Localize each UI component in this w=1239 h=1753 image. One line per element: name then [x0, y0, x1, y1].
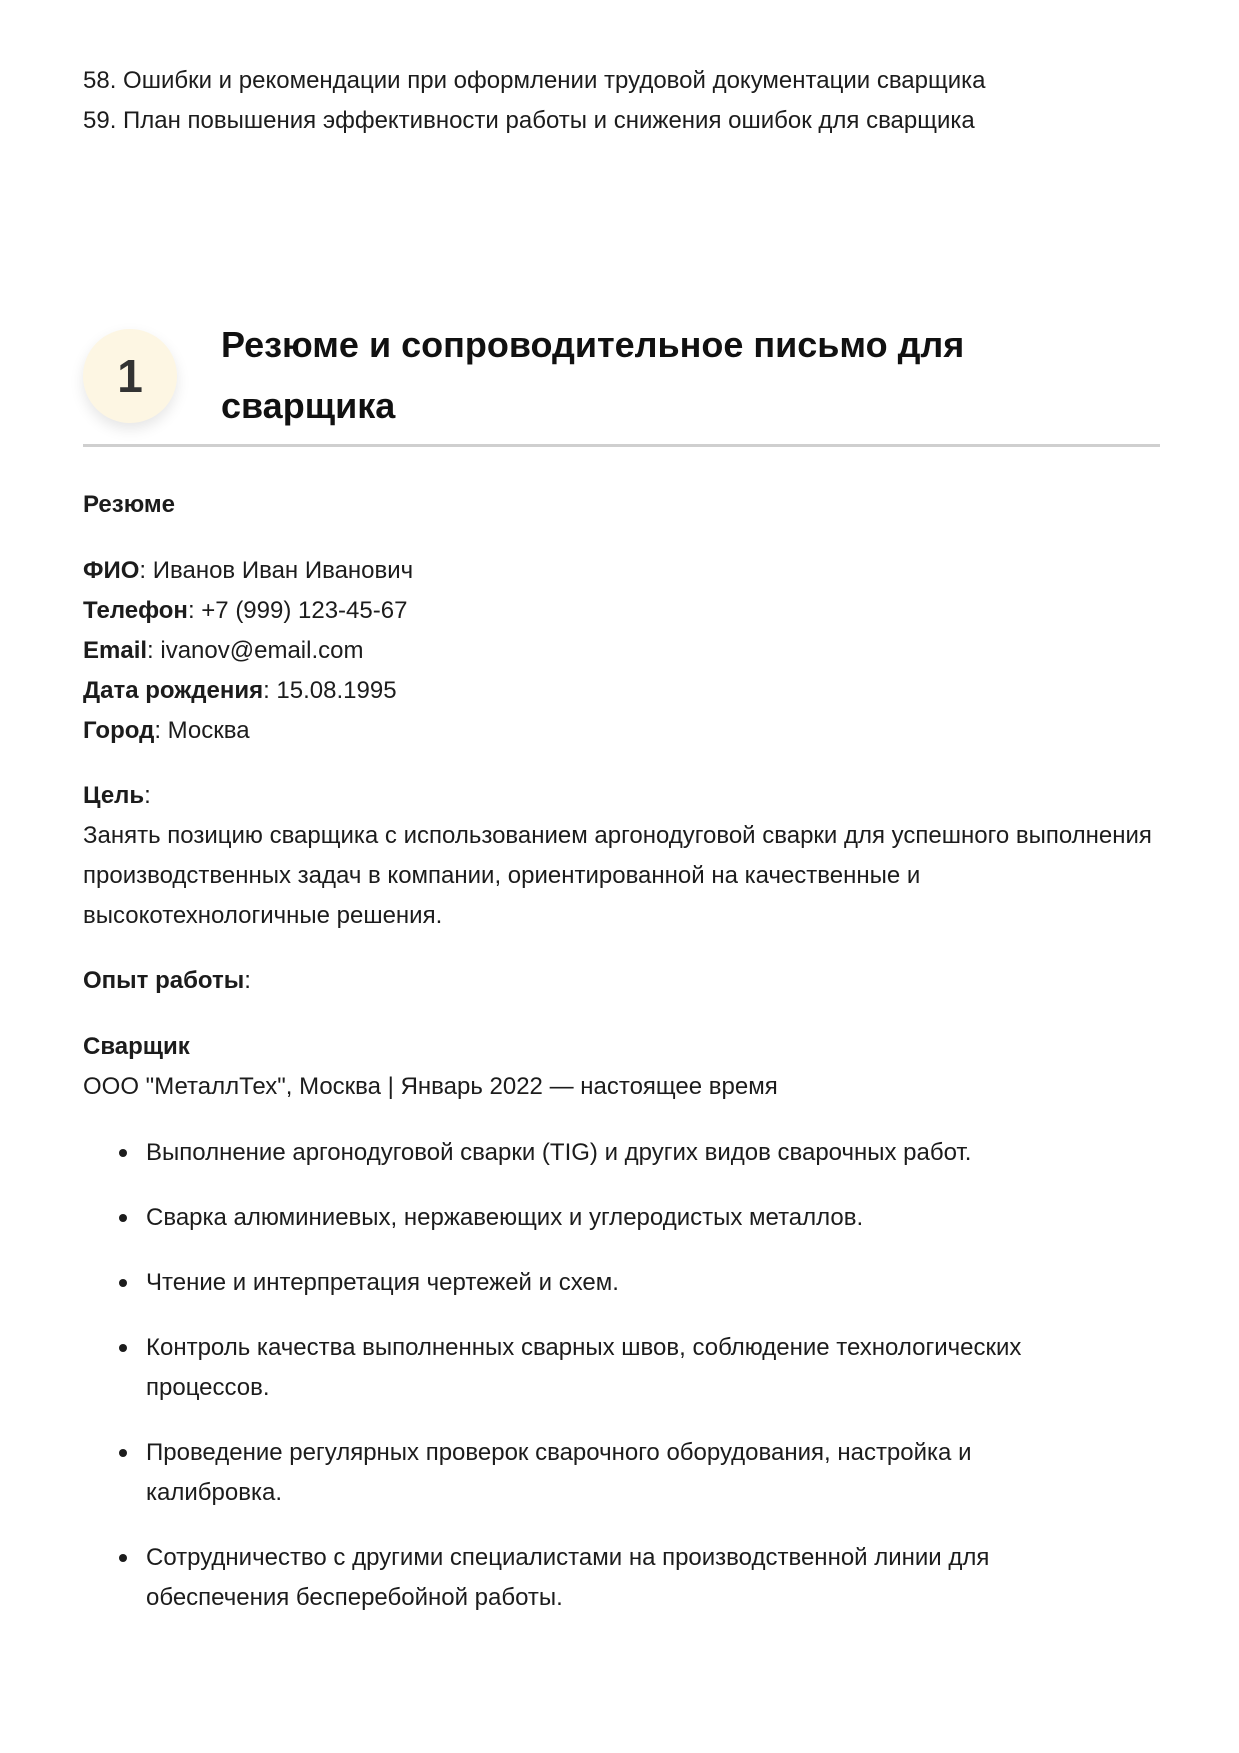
contact-separator: :: [263, 677, 277, 704]
contact-row-birthdate: [83, 671, 1163, 711]
goal-heading: [83, 776, 1163, 816]
list-item: [83, 1433, 1083, 1513]
contact-row-name: [83, 551, 1163, 591]
list-item: [83, 1263, 1083, 1303]
job-entry: [83, 1027, 1163, 1107]
experience-heading: [83, 961, 1163, 1001]
toc-item[interactable]: 59. План повышения эффективности работы и снижения ошибок для сварщика: [83, 107, 975, 134]
contact-row-email: [83, 631, 1163, 671]
contact-value: +7 (999) 123-45-67: [201, 597, 408, 624]
job-title: Сварщик: [83, 1033, 190, 1060]
contact-value: Иванов Иван Иванович: [152, 557, 414, 584]
contacts-block: [83, 551, 1163, 751]
list-item: [83, 1133, 1083, 1173]
contact-label: Телефон: [83, 597, 188, 624]
duty-text: Сварка алюминиевых, нержавеющих и углеродистых металлов.: [146, 1204, 864, 1231]
list-item: [83, 1538, 1083, 1618]
duty-text: Сотрудничество с другими специалистами на производственной линии для обеспечения бесперебойной работы.: [146, 1544, 990, 1611]
contact-label: ФИО: [83, 557, 140, 584]
bullet-icon: [119, 1279, 127, 1287]
duty-text: Проведение регулярных проверок сварочного оборудования, настройка и калибровка.: [146, 1439, 972, 1506]
job-company-line: ООО "МеталлТех", Москва | Январь 2022 — настоящее время: [83, 1073, 778, 1100]
contact-row-phone: [83, 591, 1163, 631]
resume-heading: Резюме: [83, 491, 175, 518]
contact-value: Москва: [167, 717, 250, 744]
contact-label: Дата рождения: [83, 677, 264, 704]
contact-value: 15.08.1995: [276, 677, 397, 704]
goal-text: Занять позицию сварщика с использованием аргонодуговой сварки для успешного выполнения производственных задач в компании, ориентированной на качественные и высокотехнологичные решения.: [83, 822, 1152, 929]
bullet-icon: [119, 1554, 127, 1562]
bullet-icon: [119, 1149, 127, 1157]
contact-row-city: [83, 711, 1163, 751]
contact-separator: :: [187, 597, 202, 624]
duties-list: [83, 1133, 1083, 1643]
list-item: [83, 1328, 1083, 1408]
contact-value: ivanov@email.com: [160, 637, 364, 664]
duty-text: Выполнение аргонодуговой сварки (TIG) и других видов сварочных работ.: [146, 1139, 972, 1166]
bullet-icon: [119, 1344, 127, 1352]
bullet-icon: [119, 1214, 127, 1222]
section-title: Резюме и сопроводительное письмо для сварщика: [221, 324, 965, 426]
list-item: [83, 1198, 1083, 1238]
toc-item[interactable]: 58. Ошибки и рекомендации при оформлении трудовой документации сварщика: [83, 67, 986, 94]
goal-colon: :: [144, 782, 151, 809]
document-page: [83, 0, 1163, 1611]
duty-text: Контроль качества выполненных сварных швов, соблюдение технологических процессов.: [146, 1334, 1022, 1401]
contact-separator: :: [147, 637, 161, 664]
contact-label: Город: [83, 717, 155, 744]
contact-separator: :: [154, 717, 168, 744]
bullet-icon: [119, 1449, 127, 1457]
table-of-contents: [83, 61, 1163, 141]
section-header: [83, 314, 1160, 447]
contact-separator: :: [139, 557, 153, 584]
contact-label: Email: [83, 637, 148, 664]
duty-text: Чтение и интерпретация чертежей и схем.: [146, 1269, 619, 1296]
experience-label: Опыт работы: [83, 967, 245, 994]
section-number-badge: 1: [83, 329, 177, 423]
goal-label: Цель: [83, 782, 145, 809]
experience-colon: :: [244, 967, 251, 994]
goal-block: [83, 776, 1163, 936]
